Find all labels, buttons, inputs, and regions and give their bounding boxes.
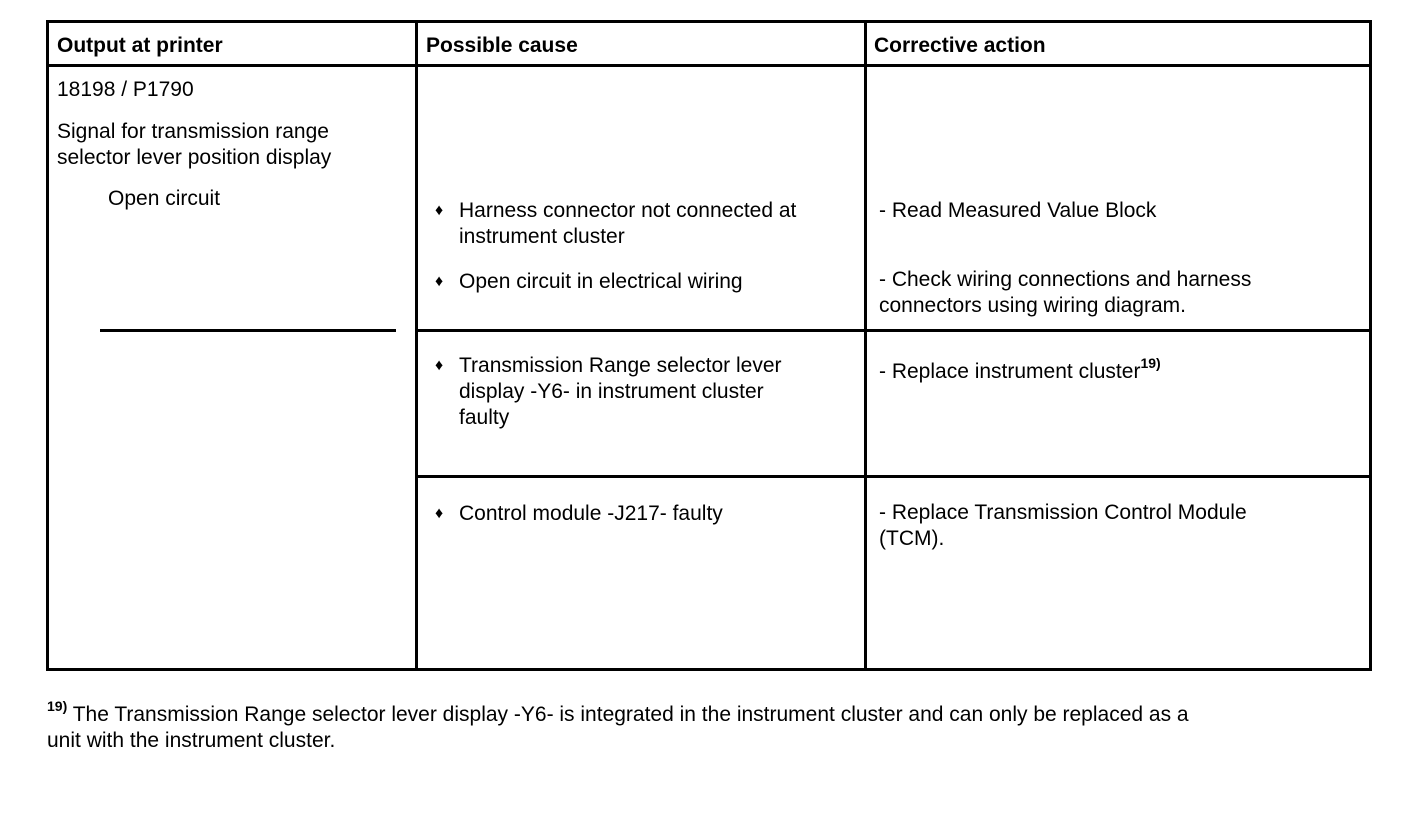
column-divider-1: [415, 23, 418, 668]
cause-text-line1: Open circuit in electrical wiring: [459, 270, 743, 293]
footnote-line1: [47, 698, 1377, 728]
action-text: - Check wiring connections and harness: [879, 268, 1252, 291]
diamond-bullet-icon: ♦: [435, 505, 444, 522]
fault-condition: Open circuit: [108, 187, 221, 210]
footnote-text-line1: The Transmission Range selector lever display -Y6- is integrated in the instrument cluster and can only be replaced as a: [67, 703, 1189, 726]
footnote-marker: 19): [47, 698, 68, 714]
footnote-reference: 19): [1140, 355, 1161, 371]
action-text: (TCM).: [879, 527, 945, 550]
cause-text-line1: Control module -J217- faulty: [459, 502, 723, 525]
action-text: - Read Measured Value Block: [879, 199, 1157, 222]
cause-text-line1: Transmission Range selector lever: [459, 354, 782, 377]
header-divider: [49, 64, 1369, 67]
fault-description-line1: Signal for transmission range: [57, 120, 329, 143]
header-corrective-action: Corrective action: [874, 34, 1046, 57]
row-divider-2: [415, 475, 1369, 478]
footnote-text-line2: unit with the instrument cluster.: [47, 729, 336, 752]
cause-text-line2: display -Y6- in instrument cluster: [459, 380, 764, 403]
action-text: - Replace Transmission Control Module: [879, 501, 1247, 524]
fault-description-line2: selector lever position display: [57, 146, 332, 169]
cause-text-line3: faulty: [459, 406, 510, 429]
fault-code: 18198 / P1790: [57, 78, 194, 101]
footnote: [47, 698, 1377, 754]
column-divider-2: [864, 23, 867, 668]
action-text: - Replace instrument cluster: [879, 360, 1141, 383]
cause-text-line2: instrument cluster: [459, 225, 625, 248]
diamond-bullet-icon: ♦: [435, 357, 444, 374]
header-output-at-printer: Output at printer: [57, 34, 223, 57]
row-divider-1: [415, 329, 1369, 332]
action-text-with-footnote: [879, 355, 1161, 385]
output-separator-line: [100, 329, 396, 332]
header-possible-cause: Possible cause: [426, 34, 578, 57]
diamond-bullet-icon: ♦: [435, 273, 444, 290]
diagnostic-table: [46, 20, 1372, 671]
diamond-bullet-icon: ♦: [435, 202, 444, 219]
action-text: connectors using wiring diagram.: [879, 294, 1186, 317]
cause-text-line1: Harness connector not connected at: [459, 199, 797, 222]
